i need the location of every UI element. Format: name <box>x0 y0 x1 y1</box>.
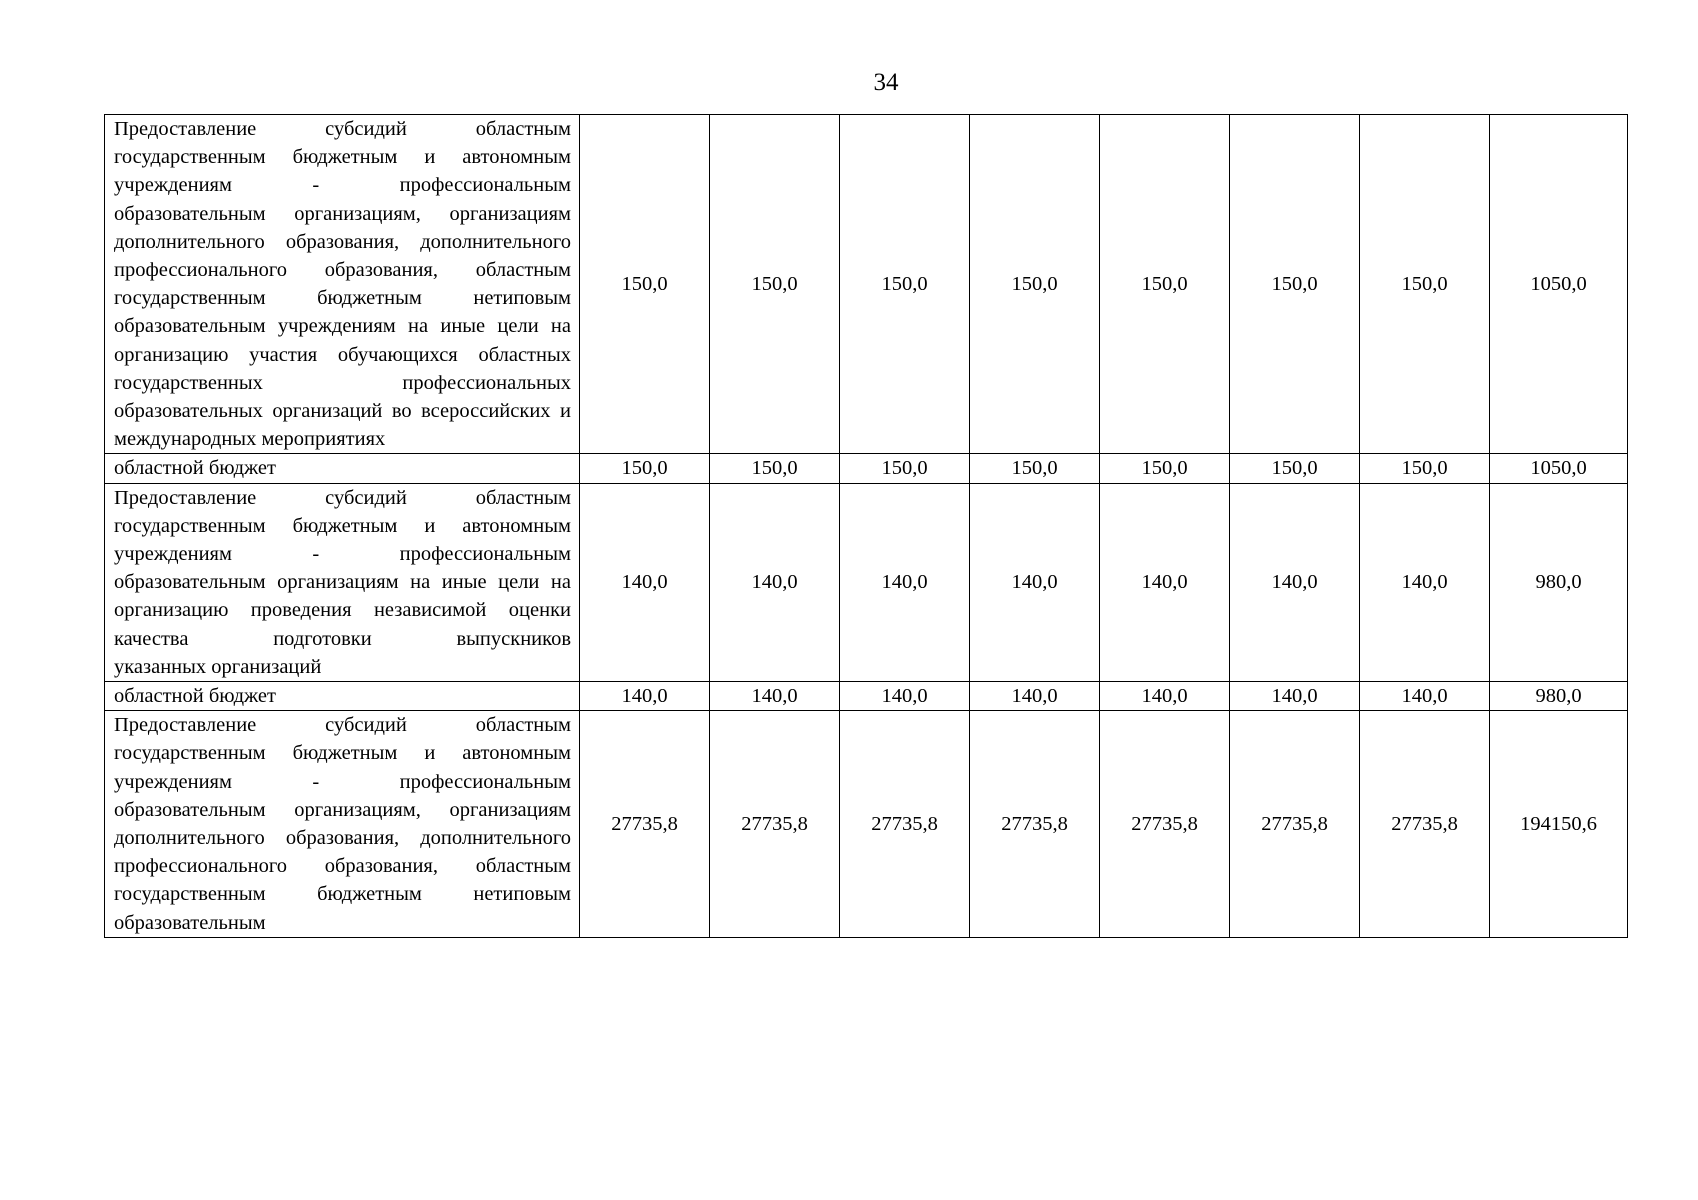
value-cell: 150,0 <box>970 115 1100 454</box>
row-description <box>105 711 580 938</box>
value-cell: 140,0 <box>1360 682 1490 711</box>
total-cell: 1050,0 <box>1490 454 1628 483</box>
total-cell: 194150,6 <box>1490 711 1628 938</box>
row-description-tail: указанных организаций <box>114 655 322 678</box>
value-cell: 150,0 <box>1100 115 1230 454</box>
table-row <box>105 483 1628 681</box>
value-cell: 27735,8 <box>970 711 1100 938</box>
value-cell: 150,0 <box>710 115 840 454</box>
row-description <box>105 682 580 711</box>
value-cell: 150,0 <box>580 454 710 483</box>
value-cell: 140,0 <box>1100 483 1230 681</box>
row-description-text: Предоставление субсидий областным государственным бюджетным и автономным учреждениям - профессиональным образовательным организациям, организациям дополнительного образования, дополнительного профессионального образования, областным государственным бюджетным нетиповым образовательным учреждениям на иные цели на организацию участия обучающихся областных государственных профессиональных образовательных организаций во всероссийских и <box>114 118 571 423</box>
table-row <box>105 711 1628 938</box>
value-cell: 140,0 <box>840 682 970 711</box>
value-cell: 150,0 <box>1100 454 1230 483</box>
value-cell: 150,0 <box>580 115 710 454</box>
value-cell: 150,0 <box>970 454 1100 483</box>
total-cell: 1050,0 <box>1490 115 1628 454</box>
value-cell: 140,0 <box>1100 682 1230 711</box>
table-row <box>105 454 1628 483</box>
page-number: 34 <box>873 69 899 96</box>
value-cell: 140,0 <box>1230 483 1360 681</box>
table-row <box>105 115 1628 454</box>
value-cell: 150,0 <box>1230 115 1360 454</box>
row-description <box>105 454 580 483</box>
value-cell: 140,0 <box>970 682 1100 711</box>
value-cell: 140,0 <box>840 483 970 681</box>
value-cell: 27735,8 <box>580 711 710 938</box>
value-cell: 150,0 <box>710 454 840 483</box>
row-description-tail: международных мероприятиях <box>114 428 386 451</box>
total-cell: 980,0 <box>1490 483 1628 681</box>
row-description-text: Предоставление субсидий областным государственным бюджетным и автономным учреждениям - профессиональным образовательным организациям, организациям дополнительного образования, дополнительного профессионального образования, областным государственным бюджетным нетиповым образовательным <box>114 714 571 934</box>
value-cell: 27735,8 <box>840 711 970 938</box>
value-cell: 150,0 <box>1230 454 1360 483</box>
value-cell: 150,0 <box>1360 115 1490 454</box>
value-cell: 27735,8 <box>710 711 840 938</box>
total-cell: 980,0 <box>1490 682 1628 711</box>
value-cell: 27735,8 <box>1100 711 1230 938</box>
value-cell: 27735,8 <box>1360 711 1490 938</box>
value-cell: 27735,8 <box>1230 711 1360 938</box>
row-description <box>105 483 580 681</box>
row-description-text: областной бюджет <box>114 457 276 480</box>
budget-table <box>104 114 1628 938</box>
value-cell: 140,0 <box>580 483 710 681</box>
value-cell: 140,0 <box>1230 682 1360 711</box>
table-row <box>105 682 1628 711</box>
row-description-text: областной бюджет <box>114 685 276 708</box>
value-cell: 140,0 <box>710 682 840 711</box>
value-cell: 150,0 <box>840 454 970 483</box>
value-cell: 140,0 <box>580 682 710 711</box>
value-cell: 140,0 <box>1360 483 1490 681</box>
row-description <box>105 115 580 454</box>
value-cell: 150,0 <box>1360 454 1490 483</box>
row-description-text: Предоставление субсидий областным государственным бюджетным и автономным учреждениям - профессиональным образовательным организациям на иные цели на организацию проведения независимой оценки качества подготовки выпускников <box>114 486 571 650</box>
value-cell: 140,0 <box>710 483 840 681</box>
value-cell: 150,0 <box>840 115 970 454</box>
value-cell: 140,0 <box>970 483 1100 681</box>
